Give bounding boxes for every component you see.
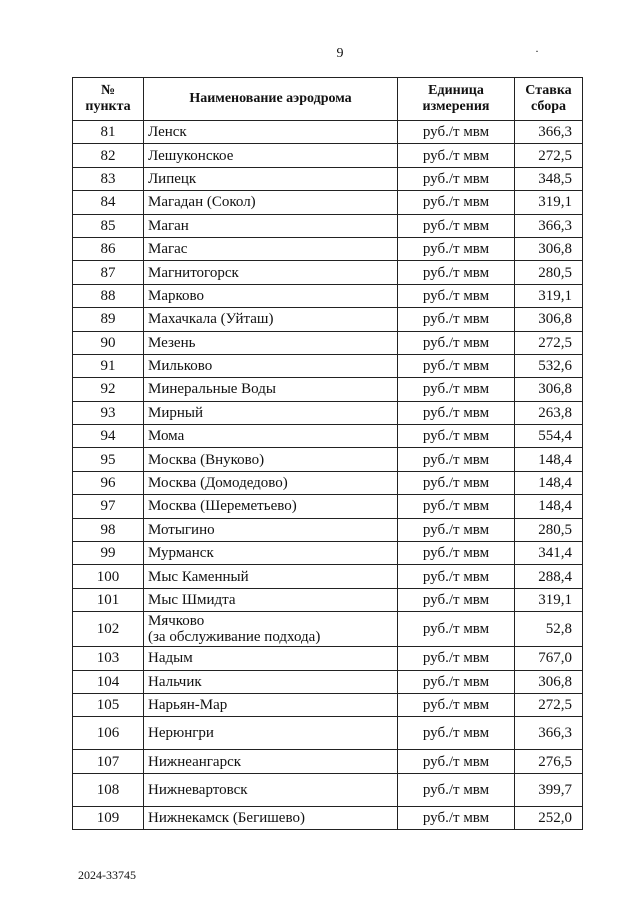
row-number: 106 xyxy=(73,717,144,750)
table-row xyxy=(73,806,583,829)
fee-rate: 52,8 xyxy=(515,612,583,647)
table-row xyxy=(73,693,583,716)
table-row xyxy=(73,565,583,588)
aerodrome-name-line: Магадан (Сокол) xyxy=(148,194,256,211)
unit-of-measure: руб./т мвм xyxy=(398,261,515,284)
row-number: 104 xyxy=(73,670,144,693)
fee-rate: 366,3 xyxy=(515,717,583,750)
table-row xyxy=(73,121,583,144)
row-number: 97 xyxy=(73,495,144,518)
aerodrome-name xyxy=(144,261,398,284)
aerodrome-name-line: Мирный xyxy=(148,404,203,421)
aerodrome-name-line: Москва (Внуково) xyxy=(148,451,265,468)
row-number: 84 xyxy=(73,191,144,214)
row-number: 81 xyxy=(73,121,144,144)
aerodrome-name xyxy=(144,331,398,354)
aerodrome-name xyxy=(144,401,398,424)
aerodrome-name xyxy=(144,425,398,448)
unit-of-measure: руб./т мвм xyxy=(398,144,515,167)
fee-rate: 366,3 xyxy=(515,121,583,144)
table-row xyxy=(73,191,583,214)
aerodrome-name-line: Лешуконское xyxy=(148,147,234,164)
fee-rate: 272,5 xyxy=(515,693,583,716)
aerodrome-name xyxy=(144,542,398,565)
table-row xyxy=(73,237,583,260)
table-row xyxy=(73,495,583,518)
fee-rate: 272,5 xyxy=(515,144,583,167)
unit-of-measure: руб./т мвм xyxy=(398,308,515,331)
table-row xyxy=(73,331,583,354)
aerodrome-name xyxy=(144,308,398,331)
unit-of-measure: руб./т мвм xyxy=(398,717,515,750)
aerodrome-name xyxy=(144,588,398,611)
row-number: 85 xyxy=(73,214,144,237)
unit-of-measure: руб./т мвм xyxy=(398,167,515,190)
aerodrome-name xyxy=(144,214,398,237)
aerodrome-name xyxy=(144,806,398,829)
fee-rate: 148,4 xyxy=(515,471,583,494)
aerodrome-name xyxy=(144,717,398,750)
aerodrome-name-line: Мурманск xyxy=(148,545,214,562)
unit-of-measure: руб./т мвм xyxy=(398,331,515,354)
unit-of-measure: руб./т мвм xyxy=(398,670,515,693)
aerodrome-name-line: Нижнеангарск xyxy=(148,753,242,770)
rates-table xyxy=(72,77,583,830)
aerodrome-name-line: Нальчик xyxy=(148,673,202,690)
aerodrome-name xyxy=(144,612,398,647)
table-row xyxy=(73,167,583,190)
row-number: 100 xyxy=(73,565,144,588)
row-number: 90 xyxy=(73,331,144,354)
aerodrome-name-line: Липецк xyxy=(148,170,197,187)
table-row xyxy=(73,670,583,693)
unit-of-measure: руб./т мвм xyxy=(398,518,515,541)
fee-rate: 319,1 xyxy=(515,284,583,307)
row-number: 88 xyxy=(73,284,144,307)
unit-of-measure: руб./т мвм xyxy=(398,401,515,424)
unit-of-measure: руб./т мвм xyxy=(398,425,515,448)
aerodrome-name-line: Москва (Домодедово) xyxy=(148,475,288,492)
unit-of-measure: руб./т мвм xyxy=(398,471,515,494)
row-number: 89 xyxy=(73,308,144,331)
fee-rate: 319,1 xyxy=(515,191,583,214)
aerodrome-name-line: Нижнекамск (Бегишево) xyxy=(148,809,305,826)
row-number: 87 xyxy=(73,261,144,284)
fee-rate: 306,8 xyxy=(515,378,583,401)
aerodrome-name-line: Магас xyxy=(148,241,188,258)
aerodrome-name xyxy=(144,647,398,670)
header-unit: Единица измерения xyxy=(398,78,515,121)
aerodrome-name-line: Магнитогорск xyxy=(148,264,239,281)
table-row xyxy=(73,448,583,471)
aerodrome-name xyxy=(144,750,398,773)
aerodrome-name-line: Мыс Каменный xyxy=(148,568,249,585)
table-row xyxy=(73,717,583,750)
aerodrome-name-line: Мыс Шмидта xyxy=(148,592,236,608)
table-row xyxy=(73,144,583,167)
aerodrome-name-line: Мома xyxy=(148,428,185,445)
row-number: 99 xyxy=(73,542,144,565)
aerodrome-name-line: Мотыгино xyxy=(148,521,215,538)
row-number: 83 xyxy=(73,167,144,190)
table-row xyxy=(73,518,583,541)
aerodrome-name xyxy=(144,284,398,307)
fee-rate: 280,5 xyxy=(515,261,583,284)
aerodrome-name-line: Минеральные Воды xyxy=(148,381,276,398)
unit-of-measure: руб./т мвм xyxy=(398,612,515,647)
aerodrome-name-line: Москва (Шереметьево) xyxy=(148,498,297,515)
aerodrome-name xyxy=(144,121,398,144)
table-row xyxy=(73,542,583,565)
unit-of-measure: руб./т мвм xyxy=(398,542,515,565)
fee-rate: 306,8 xyxy=(515,308,583,331)
table-row xyxy=(73,750,583,773)
aerodrome-name xyxy=(144,191,398,214)
table-row xyxy=(73,425,583,448)
fee-rate: 288,4 xyxy=(515,565,583,588)
row-number: 91 xyxy=(73,354,144,377)
page-mark: · xyxy=(535,44,539,58)
row-number: 98 xyxy=(73,518,144,541)
unit-of-measure: руб./т мвм xyxy=(398,354,515,377)
fee-rate: 319,1 xyxy=(515,588,583,611)
aerodrome-name-line: Надым xyxy=(148,650,193,667)
aerodrome-name xyxy=(144,518,398,541)
row-number: 102 xyxy=(73,612,144,647)
aerodrome-name-line: Мезень xyxy=(148,334,196,351)
aerodrome-name xyxy=(144,237,398,260)
aerodrome-name-note: (за обслуживание подхода) xyxy=(148,629,321,646)
row-number: 105 xyxy=(73,693,144,716)
row-number: 94 xyxy=(73,425,144,448)
row-number: 109 xyxy=(73,806,144,829)
aerodrome-name-line: Ленск xyxy=(148,124,187,141)
fee-rate: 306,8 xyxy=(515,237,583,260)
table-row xyxy=(73,773,583,806)
table-row xyxy=(73,378,583,401)
unit-of-measure: руб./т мвм xyxy=(398,378,515,401)
unit-of-measure: руб./т мвм xyxy=(398,448,515,471)
table-row xyxy=(73,588,583,611)
fee-rate: 767,0 xyxy=(515,647,583,670)
unit-of-measure: руб./т мвм xyxy=(398,237,515,260)
unit-of-measure: руб./т мвм xyxy=(398,693,515,716)
aerodrome-name xyxy=(144,378,398,401)
fee-rate: 272,5 xyxy=(515,331,583,354)
page-number: 9 xyxy=(336,46,344,61)
unit-of-measure: руб./т мвм xyxy=(398,214,515,237)
table-row xyxy=(73,261,583,284)
unit-of-measure: руб./т мвм xyxy=(398,495,515,518)
document-id: 2024-33745 xyxy=(78,868,136,882)
aerodrome-name xyxy=(144,471,398,494)
table-row xyxy=(73,471,583,494)
row-number: 93 xyxy=(73,401,144,424)
aerodrome-name xyxy=(144,565,398,588)
fee-rate: 252,0 xyxy=(515,806,583,829)
aerodrome-name-line: Мячково xyxy=(148,613,205,630)
aerodrome-name-line: Мильково xyxy=(148,358,213,375)
fee-rate: 366,3 xyxy=(515,214,583,237)
row-number: 82 xyxy=(73,144,144,167)
aerodrome-name-line: Нарьян-Мар xyxy=(148,697,228,714)
aerodrome-name-line: Нижневартовск xyxy=(148,781,248,798)
table-header-row xyxy=(73,78,583,121)
unit-of-measure: руб./т мвм xyxy=(398,773,515,806)
unit-of-measure: руб./т мвм xyxy=(398,750,515,773)
fee-rate: 263,8 xyxy=(515,401,583,424)
table-row xyxy=(73,354,583,377)
row-number: 101 xyxy=(73,588,144,611)
unit-of-measure: руб./т мвм xyxy=(398,191,515,214)
header-name: Наименование аэродрома xyxy=(144,78,398,121)
fee-rate: 148,4 xyxy=(515,448,583,471)
row-number: 86 xyxy=(73,237,144,260)
unit-of-measure: руб./т мвм xyxy=(398,588,515,611)
aerodrome-name xyxy=(144,693,398,716)
fee-rate: 399,7 xyxy=(515,773,583,806)
unit-of-measure: руб./т мвм xyxy=(398,565,515,588)
aerodrome-name xyxy=(144,448,398,471)
fee-rate: 341,4 xyxy=(515,542,583,565)
aerodrome-name xyxy=(144,354,398,377)
unit-of-measure: руб./т мвм xyxy=(398,121,515,144)
fee-rate: 348,5 xyxy=(515,167,583,190)
fee-rate: 306,8 xyxy=(515,670,583,693)
fee-rate: 554,4 xyxy=(515,425,583,448)
aerodrome-name-line: Махачкала (Уйташ) xyxy=(148,311,274,328)
aerodrome-name-line: Маган xyxy=(148,217,189,234)
table-row xyxy=(73,284,583,307)
row-number: 96 xyxy=(73,471,144,494)
row-number: 95 xyxy=(73,448,144,471)
table-row xyxy=(73,308,583,331)
fee-rate: 276,5 xyxy=(515,750,583,773)
row-number: 108 xyxy=(73,773,144,806)
fee-rate: 148,4 xyxy=(515,495,583,518)
table-row xyxy=(73,647,583,670)
unit-of-measure: руб./т мвм xyxy=(398,806,515,829)
aerodrome-name xyxy=(144,144,398,167)
aerodrome-name xyxy=(144,495,398,518)
fee-rate: 280,5 xyxy=(515,518,583,541)
unit-of-measure: руб./т мвм xyxy=(398,284,515,307)
aerodrome-name xyxy=(144,670,398,693)
header-rate: Ставка сбора xyxy=(515,78,583,121)
row-number: 92 xyxy=(73,378,144,401)
header-num: № пункта xyxy=(73,78,144,121)
table-row xyxy=(73,401,583,424)
aerodrome-name-line: Марково xyxy=(148,287,205,304)
table-row xyxy=(73,612,583,647)
fee-rate: 532,6 xyxy=(515,354,583,377)
aerodrome-name xyxy=(144,167,398,190)
aerodrome-name xyxy=(144,773,398,806)
unit-of-measure: руб./т мвм xyxy=(398,647,515,670)
aerodrome-name-line: Нерюнгри xyxy=(148,725,214,742)
row-number: 103 xyxy=(73,647,144,670)
row-number: 107 xyxy=(73,750,144,773)
table-row xyxy=(73,214,583,237)
